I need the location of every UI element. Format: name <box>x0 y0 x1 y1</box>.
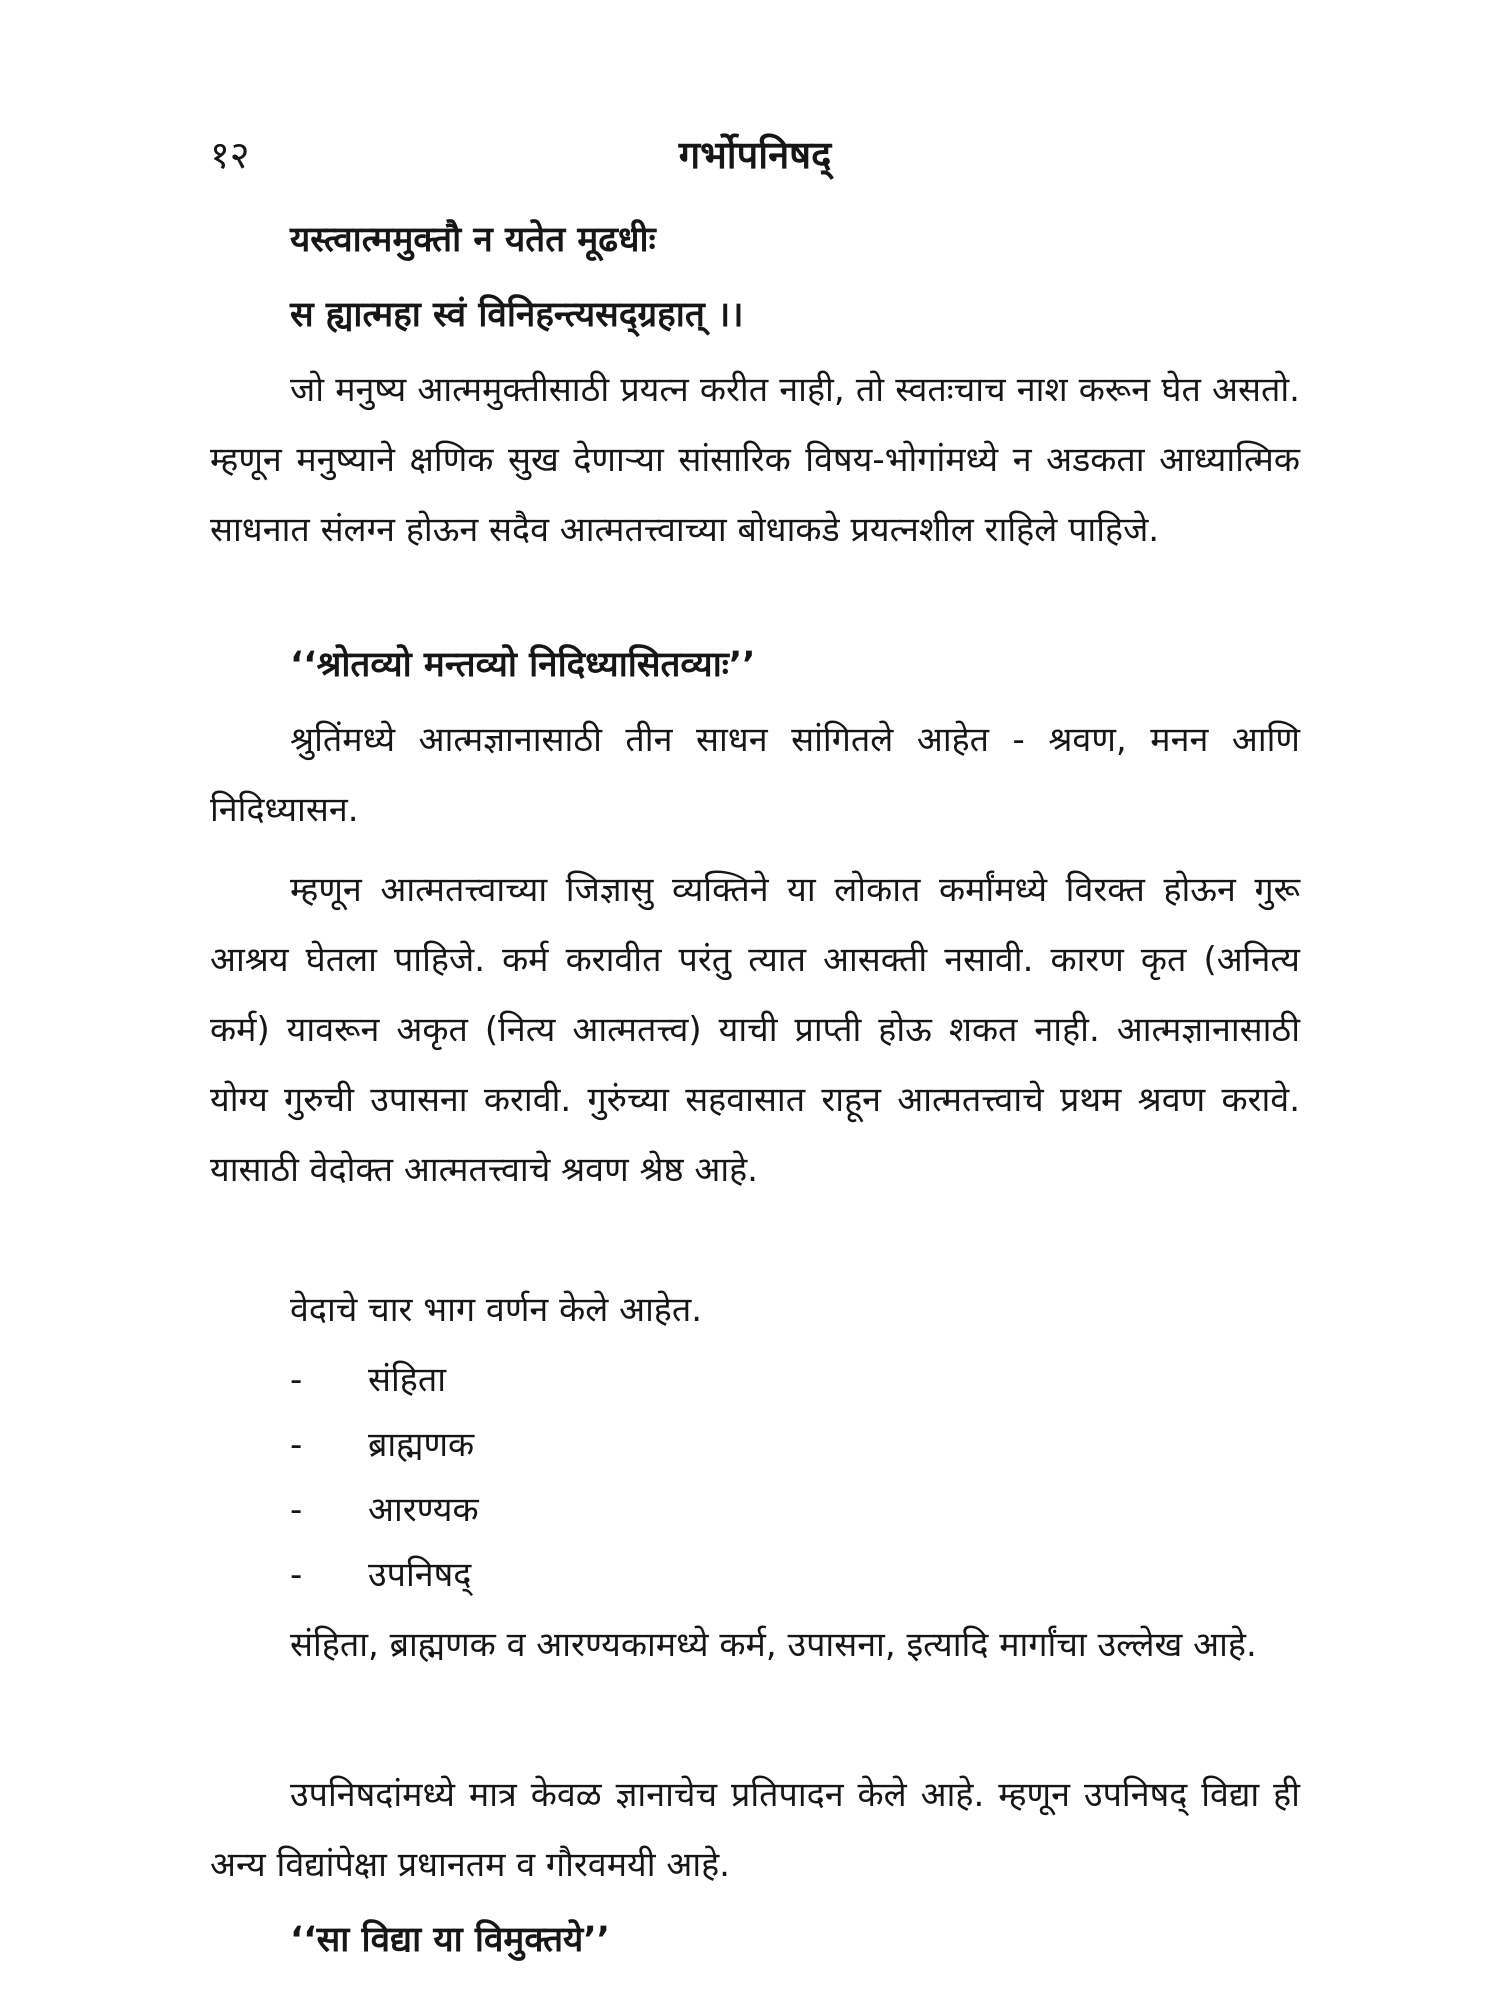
paragraph-6: उपनिषदांमध्ये मात्र केवळ ज्ञानाचेच प्रतिपादन केले आहे. म्हणून उपनिषद् विद्या ही अन्य विद्यांपेक्षा प्रधानतम व गौरवमयी आहे. <box>210 1775 1300 1885</box>
list-dash: - <box>290 1490 303 1530</box>
list-dash: - <box>290 1360 303 1400</box>
paragraph-4: वेदाचे चार भाग वर्णन केले आहेत. <box>290 1290 703 1330</box>
list-item-label: आरण्यक <box>368 1490 479 1530</box>
list-item <box>290 1545 471 1605</box>
running-title: गर्भोपनिषद् <box>678 133 832 177</box>
quote-shrotavyo: ‘‘श्रोतव्यो मन्तव्यो निदिध्यासितव्याः’’ <box>290 645 756 685</box>
paragraph-1: जो मनुष्य आत्ममुक्तीसाठी प्रयत्न करीत नाही, तो स्वतःचाच नाश करून घेत असतो. म्हणून मनुष्याने क्षणिक सुख देणाऱ्या सांसारिक विषय-भोगांमध्ये न अडकता आध्यात्मिक साधनात संलग्न होऊन सदैव आत्मतत्त्वाच्या बोधाकडे प्रयत्नशील राहिले पाहिजे. <box>210 370 1300 550</box>
list-item <box>290 1350 446 1410</box>
verse-line-1: यस्त्वात्ममुक्तौ न यतेत मूढधीः <box>290 220 656 260</box>
verse-line-2: स ह्यात्महा स्वं विनिहन्त्यसद्ग्रहात् ।। <box>290 295 744 335</box>
page-header <box>210 128 1300 188</box>
paragraph-2: श्रुतिंमध्ये आत्मज्ञानासाठी तीन साधन सांगितले आहेत - श्रवण, मनन आणि निदिध्यासन. <box>210 720 1300 830</box>
list-dash: - <box>290 1425 303 1465</box>
list-item-label: ब्राह्मणक <box>368 1425 475 1465</box>
paragraph-3: म्हणून आत्मतत्त्वाच्या जिज्ञासु व्यक्तिने या लोकात कर्मांमध्ये विरक्त होऊन गुरू आश्रय घेतला पाहिजे. कर्म करावीत परंतु त्यात आसक्ती नसावी. कारण कृत (अनित्य कर्म) यावरून अकृत (नित्य आत्मतत्त्व) याची प्राप्ती होऊ शकत नाही. आत्मज्ञानासाठी योग्य गुरुची उपासना करावी. गुरुंच्या सहवासात राहून आत्मतत्त्वाचे प्रथम श्रवण करावे. यासाठी वेदोक्त आत्मतत्त्वाचे श्रवण श्रेष्ठ आहे. <box>210 870 1300 1190</box>
paragraph-5: संहिता, ब्राह्मणक व आरण्यकामध्ये कर्म, उपासना, इत्यादि मार्गांचा उल्लेख आहे. <box>290 1625 1257 1665</box>
list-item <box>290 1480 479 1540</box>
list-item <box>290 1415 474 1475</box>
list-item-label: उपनिषद् <box>368 1555 472 1595</box>
quote-sa-vidya: ‘‘सा विद्या या विमुक्तये’’ <box>290 1920 610 1960</box>
list-item-label: संहिता <box>368 1360 447 1400</box>
page-number: १२ <box>210 133 250 177</box>
list-dash: - <box>290 1555 303 1595</box>
